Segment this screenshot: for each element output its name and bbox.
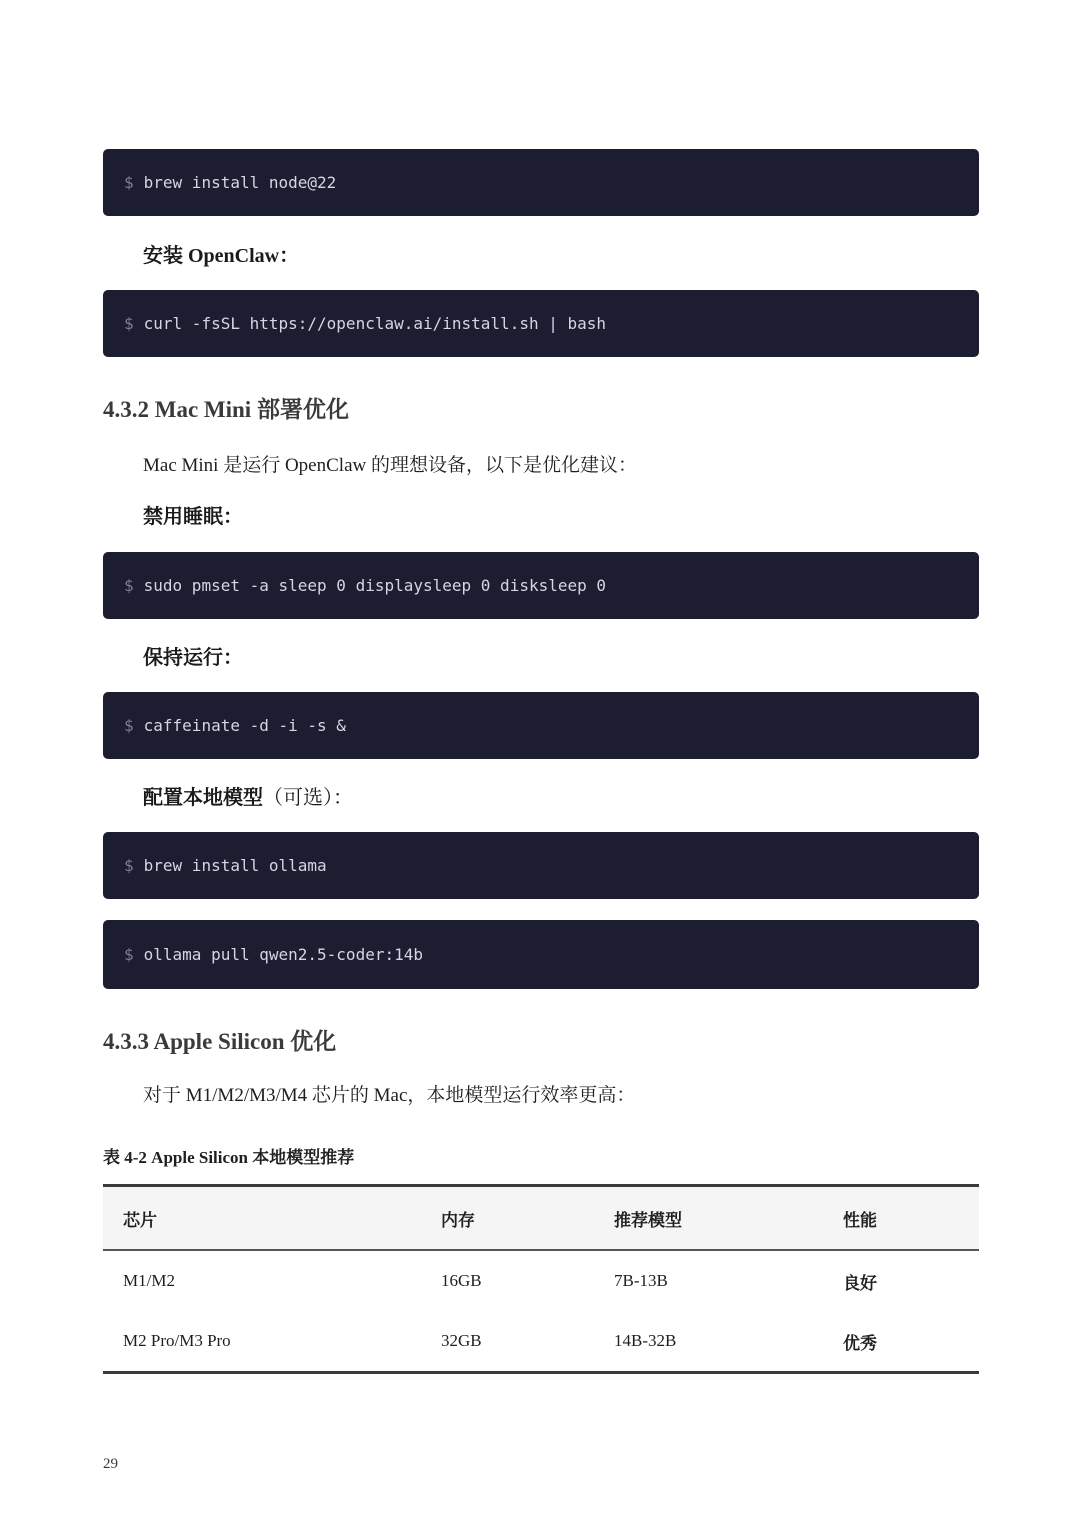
code-block-brew-ollama	[103, 832, 979, 899]
cell-chip: M2 Pro/M3 Pro	[123, 1331, 231, 1350]
code-block-brew-node	[103, 149, 979, 216]
table-row	[103, 1251, 979, 1311]
code-text[interactable]: ollama pull qwen2.5-coder:14b	[143, 945, 423, 964]
code-text[interactable]: brew install node@22	[143, 173, 337, 192]
header-memory: 内存	[441, 1210, 475, 1230]
shell-prompt: $	[124, 945, 134, 964]
shell-prompt: $	[124, 173, 134, 192]
code-block-ollama-pull	[103, 920, 979, 989]
table-header-row	[103, 1187, 979, 1251]
cell-model: 14B-32B	[614, 1331, 677, 1350]
label-local-model-text: 配置本地模型	[143, 787, 263, 809]
code-block-pmset	[103, 552, 979, 619]
cell-memory: 32GB	[441, 1331, 482, 1350]
code-text[interactable]: curl -fsSL https://openclaw.ai/install.sh | bash	[143, 314, 607, 333]
shell-prompt: $	[124, 856, 134, 875]
label-local-model	[143, 781, 353, 810]
section-heading-4-3-2: 4.3.2 Mac Mini 部署优化	[103, 397, 349, 422]
label-optional: （可选）：	[263, 787, 353, 809]
code-text[interactable]: brew install ollama	[143, 856, 327, 875]
header-performance: 性能	[843, 1210, 877, 1230]
model-recommendation-table	[103, 1184, 979, 1374]
section-heading-4-3-3: 4.3.3 Apple Silicon 优化	[103, 1029, 337, 1054]
code-text[interactable]: caffeinate -d -i -s &	[143, 716, 346, 735]
page-number: 29	[103, 1456, 118, 1472]
cell-chip: M1/M2	[123, 1271, 175, 1290]
paragraph-mac-mini: Mac Mini 是运行 OpenClaw 的理想设备，以下是优化建议：	[143, 455, 637, 476]
label-install-openclaw: 安装 OpenClaw：	[143, 245, 300, 267]
code-text[interactable]: sudo pmset -a sleep 0 displaysleep 0 disksleep 0	[143, 576, 607, 595]
label-disable-sleep: 禁用睡眠：	[143, 506, 243, 528]
table-caption: 表 4-2 Apple Silicon 本地模型推荐	[103, 1148, 355, 1167]
cell-memory: 16GB	[441, 1271, 482, 1290]
cell-performance: 优秀	[843, 1333, 877, 1353]
shell-prompt: $	[124, 576, 134, 595]
table-row	[103, 1311, 979, 1371]
shell-prompt: $	[124, 716, 134, 735]
cell-performance: 良好	[843, 1273, 877, 1293]
label-keep-running: 保持运行：	[143, 647, 243, 669]
code-block-install-script	[103, 290, 979, 357]
header-recommended-model: 推荐模型	[614, 1210, 682, 1230]
cell-model: 7B-13B	[614, 1271, 668, 1290]
header-chip: 芯片	[123, 1210, 157, 1230]
code-block-caffeinate	[103, 692, 979, 759]
shell-prompt: $	[124, 314, 134, 333]
paragraph-apple-silicon: 对于 M1/M2/M3/M4 芯片的 Mac，本地模型运行效率更高：	[143, 1085, 636, 1106]
